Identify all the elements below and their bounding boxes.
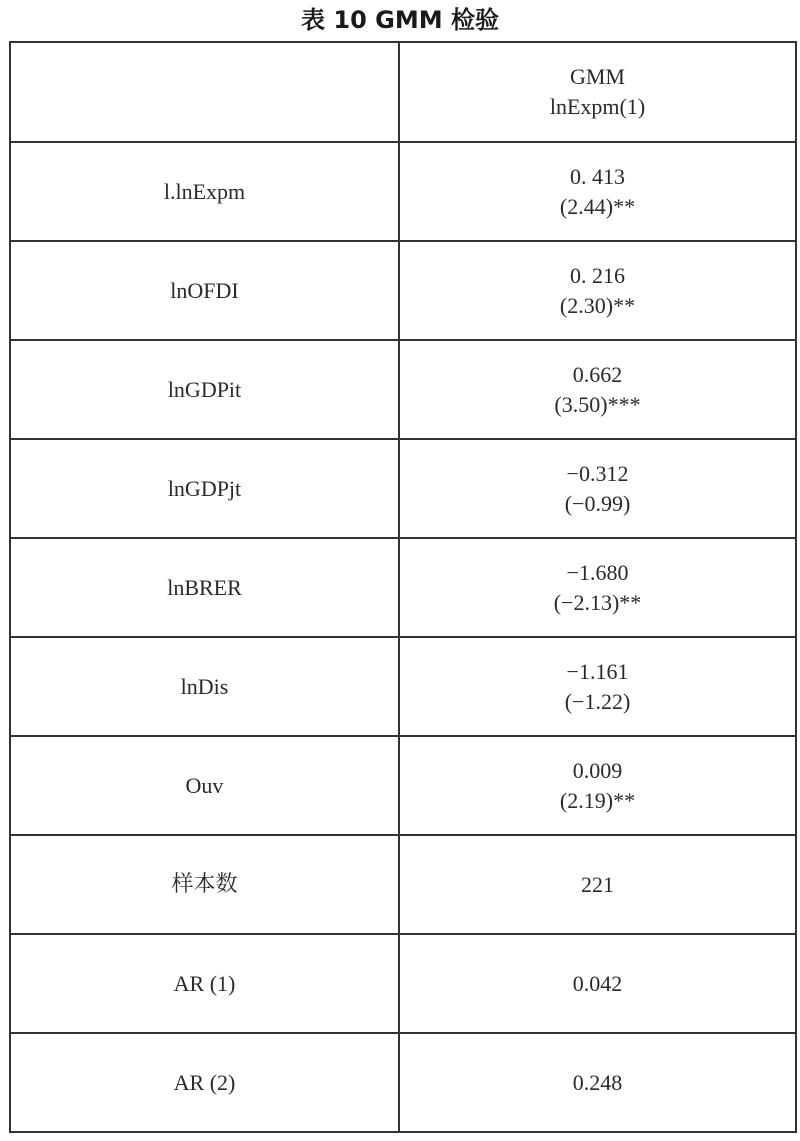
table-row — [10, 241, 796, 340]
coefficient-cell — [399, 142, 796, 241]
table-row — [10, 736, 796, 835]
t-statistic: (−2.13)** — [553, 589, 642, 615]
variable-name: lnGDPjt — [10, 439, 399, 538]
coefficient-value: −1.680 — [566, 559, 629, 585]
t-statistic: (2.19)** — [559, 787, 636, 813]
table-row — [10, 439, 796, 538]
table-row — [10, 340, 796, 439]
t-statistic: (2.30)** — [559, 292, 636, 318]
coefficient-cell — [399, 241, 796, 340]
header-model-name: GMM — [569, 64, 625, 89]
coefficient-cell — [399, 340, 796, 439]
coefficient-cell — [399, 736, 796, 835]
variable-name: lnOFDI — [10, 241, 399, 340]
summary-value: 0.042 — [399, 934, 796, 1033]
summary-value: 0.248 — [399, 1033, 796, 1132]
t-statistic: (3.50)*** — [554, 391, 641, 417]
coefficient-cell — [399, 637, 796, 736]
coefficient-value: −0.312 — [566, 460, 629, 486]
header-dependent-variable: lnExpm(1) — [549, 94, 646, 119]
variable-name: Ouv — [10, 736, 399, 835]
summary-label: AR (1) — [10, 934, 399, 1033]
table-row — [10, 637, 796, 736]
t-statistic: (2.44)** — [559, 193, 636, 219]
summary-row-sample-size — [10, 835, 796, 934]
table-title: 表 10 GMM 检验 — [301, 6, 499, 34]
table-header-row — [10, 42, 796, 142]
coefficient-value: 0.009 — [572, 757, 623, 783]
coefficient-cell — [399, 538, 796, 637]
t-statistic: (−0.99) — [564, 490, 631, 516]
coefficient-value: −1.161 — [566, 658, 629, 684]
header-variable-cell — [10, 42, 399, 142]
gmm-results-table — [9, 41, 797, 1133]
variable-name: lnDis — [10, 637, 399, 736]
t-statistic: (−1.22) — [564, 688, 631, 714]
variable-name: l.lnExpm — [10, 142, 399, 241]
summary-label: 样本数 — [10, 835, 399, 934]
summary-value: 221 — [399, 835, 796, 934]
coefficient-cell — [399, 439, 796, 538]
summary-row-ar1 — [10, 934, 796, 1033]
header-model-cell — [399, 42, 796, 142]
table-row — [10, 142, 796, 241]
summary-label: AR (2) — [10, 1033, 399, 1132]
coefficient-value: 0. 216 — [570, 262, 625, 288]
summary-row-ar2 — [10, 1033, 796, 1132]
variable-name: lnGDPit — [10, 340, 399, 439]
coefficient-value: 0. 413 — [570, 163, 625, 189]
coefficient-value: 0.662 — [572, 361, 623, 387]
variable-name: lnBRER — [10, 538, 399, 637]
table-row — [10, 538, 796, 637]
